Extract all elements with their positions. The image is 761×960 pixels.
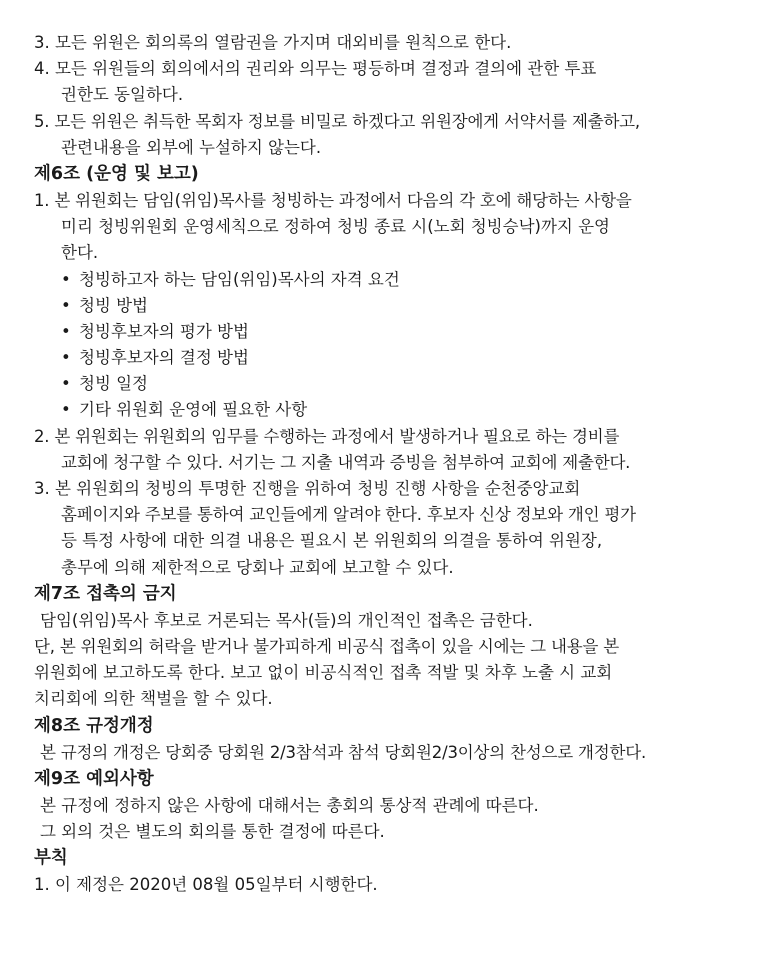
section-heading-8: 제8조 규정개정 [34, 715, 154, 736]
bullet-text: 청빙후보자의 평가 방법 [79, 321, 249, 341]
section-heading-9: 제9조 예외사항 [34, 768, 154, 789]
document-body [34, 30, 744, 898]
bullet-text: 청빙 일정 [79, 374, 149, 394]
section8-text: 본 규정의 개정은 당회중 당회원 2/3참석과 참석 당회원2/3이상의 찬성으로 개정한다. [40, 742, 647, 762]
bullet-text: 청빙후보자의 결정 방법 [79, 348, 249, 368]
article-item-3: 3. 모든 위원은 회의록의 열람권을 가지며 대외비를 원칙으로 한다. [34, 33, 512, 52]
bullet-text: 청빙 방법 [79, 295, 149, 315]
section9-text: 그 외의 것은 별도의 회의를 통한 결정에 따른다. [40, 821, 385, 841]
bullet-text: 기타 위원회 운영에 필요한 사항 [79, 400, 308, 420]
bullet-item [34, 345, 744, 371]
section6-item-2-cont: 교회에 청구할 수 있다. 서기는 그 지출 내역과 증빙을 첨부하여 교회에 제출한다. [61, 452, 631, 472]
bullet-item [34, 371, 744, 397]
bullet-dot-icon: • [61, 374, 71, 394]
section6-item-1-cont2: 한다. [61, 243, 99, 263]
section7-text: 치리회에 의한 책벌을 할 수 있다. [34, 689, 273, 709]
bullet-dot-icon: • [61, 400, 71, 420]
section6-item-3: 3. 본 위원회의 청빙의 투명한 진행을 위하여 청빙 진행 사항을 순천중앙교회 [34, 479, 581, 498]
bullet-dot-icon: • [61, 321, 71, 341]
article-item-4-cont: 권한도 동일하다. [61, 85, 184, 105]
addendum-item-1: 1. 이 제정은 2020년 08월 05일부터 시행한다. [34, 875, 378, 895]
bullet-item [34, 293, 744, 319]
bullet-item [34, 319, 744, 345]
section7-text: 단, 본 위원회의 허락을 받거나 불가피하게 비공식 접촉이 있을 시에는 그 내용을 본 [34, 636, 619, 656]
section7-text: 담임(위임)목사 후보로 거론되는 목사(들)의 개인적인 접촉은 금한다. [40, 610, 533, 630]
bullet-text: 청빙하고자 하는 담임(위임)목사의 자격 요건 [79, 269, 400, 289]
bullet-item [34, 267, 744, 293]
bullet-dot-icon: • [61, 348, 71, 368]
section6-item-2: 2. 본 위원회는 위원회의 임무를 수행하는 과정에서 발생하거나 필요로 하는 경비를 [34, 426, 620, 446]
section6-item-1: 1. 본 위원회는 담임(위임)목사를 청빙하는 과정에서 다음의 각 호에 해당하는 사항을 [34, 190, 632, 210]
article-item-5-cont: 관련내용을 외부에 누설하지 않는다. [61, 137, 322, 157]
section7-text: 위원회에 보고하도록 한다. 보고 없이 비공식적인 접촉 적발 및 차후 노출 시 교회 [34, 663, 613, 683]
section6-item-3-cont: 홈페이지와 주보를 통하여 교인들에게 알려야 한다. 후보자 신상 정보와 개인 평가 [61, 505, 636, 525]
bullet-dot-icon: • [61, 269, 71, 289]
section6-item-3-cont3: 총무에 의해 제한적으로 당회나 교회에 보고할 수 있다. [61, 557, 454, 577]
section-heading-7: 제7조 접촉의 금지 [34, 583, 177, 604]
section-heading-addendum: 부칙 [34, 848, 68, 869]
article-item-4: 4. 모든 위원들의 회의에서의 권리와 의무는 평등하며 결정과 결의에 관한 투표 [34, 59, 597, 79]
section9-text: 본 규정에 정하지 않은 사항에 대해서는 총회의 통상적 관례에 따른다. [40, 795, 539, 815]
section6-item-1-cont: 미리 청빙위원회 운영세칙으로 정하여 청빙 종료 시(노회 청빙승낙)까지 운영 [61, 217, 610, 237]
bullet-dot-icon: • [61, 295, 71, 315]
section6-item-3-cont2: 등 특정 사항에 대한 의결 내용은 필요시 본 위원회의 의결을 통하여 위원장, [61, 531, 603, 551]
section-heading-6: 제6조 (운영 및 보고) [34, 163, 199, 184]
article-item-5: 5. 모든 위원은 취득한 목회자 정보를 비밀로 하겠다고 위원장에게 서약서를 제출하고, [34, 111, 640, 131]
bullet-item [34, 397, 744, 423]
